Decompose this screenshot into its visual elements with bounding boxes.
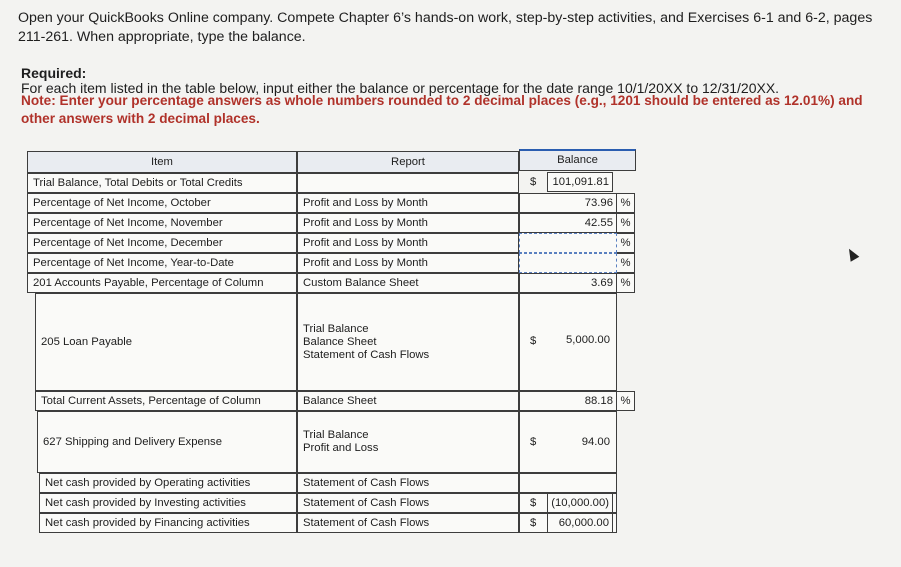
answer-table [27,149,637,537]
percent-sign: % [617,233,635,253]
balance-input[interactable] [519,233,617,253]
report-cell: Profit and Loss by Month [297,213,519,233]
report-cell: Profit and Loss by Month [297,233,519,253]
balance-input[interactable] [519,473,617,493]
item-cell: Percentage of Net Income, December [27,233,297,253]
balance-input[interactable] [519,253,617,273]
required-text: For each item listed in the table below, input either the balance or percentage for the date range 10/1/20XX to 12/31/20XX. [21,80,780,96]
report-cell: Statement of Cash Flows [297,493,519,513]
dollar-sign: $ [530,335,537,347]
report-cell: Custom Balance Sheet [297,273,519,293]
header-report: Report [297,151,519,173]
balance-input[interactable]: 42.55 [519,213,617,233]
instructions-intro: Open your QuickBooks Online company. Compete Chapter 6’s hands-on work, step-by-step activities, and Exercises 6-1 and 6-2, pages 211-261. When appropriate, type the balance. [18,10,873,45]
percent-sign: % [617,193,635,213]
percent-sign: % [617,273,635,293]
balance-input[interactable]: 60,000.00 [547,513,613,533]
report-cell-multi [297,411,519,473]
balance-input[interactable]: (10,000.00) [547,493,613,513]
report-cell: Balance Sheet [297,391,519,411]
dollar-sign: $ [530,176,537,188]
report-line: Statement of Cash Flows [303,348,430,361]
dollar-sign: $ [530,517,537,529]
dollar-sign: $ [530,436,537,448]
report-cell [297,173,519,193]
report-cell: Statement of Cash Flows [297,513,519,533]
item-cell: Percentage of Net Income, October [27,193,297,213]
header-item: Item [27,151,297,173]
report-line: Trial Balance [303,322,369,335]
dollar-sign: $ [530,497,537,509]
note-text: Note: Enter your percentage answers as whole numbers rounded to 2 decimal places (e.g., 1201 should be entered as 12.01%) and other answers with 2 decimal places. [21,93,863,126]
item-cell: Trial Balance, Total Debits or Total Credits [27,173,297,193]
report-cell-multi [297,293,519,391]
header-balance: Balance [519,149,636,171]
percent-sign: % [617,391,635,411]
item-cell: Net cash provided by Financing activities [39,513,297,533]
report-cell: Profit and Loss by Month [297,253,519,273]
report-line: Trial Balance [303,429,369,441]
percent-sign: % [617,253,635,273]
item-cell: 201 Accounts Payable, Percentage of Column [27,273,297,293]
item-cell: Percentage of Net Income, Year-to-Date [27,253,297,273]
mouse-pointer-icon [845,246,860,261]
balance-input[interactable]: 5,000.00 [566,334,610,346]
report-line: Balance Sheet [303,335,377,348]
balance-input[interactable]: 94.00 [581,436,610,448]
report-cell: Statement of Cash Flows [297,473,519,493]
item-cell: Net cash provided by Investing activities [39,493,297,513]
percent-sign: % [617,213,635,233]
item-cell: Net cash provided by Operating activities [39,473,297,493]
balance-input[interactable]: 73.96 [519,193,617,213]
item-cell: Percentage of Net Income, November [27,213,297,233]
required-heading: Required: [21,65,87,81]
item-cell: Total Current Assets, Percentage of Column [35,391,297,411]
balance-input[interactable]: 3.69 [519,273,617,293]
balance-input[interactable]: 101,091.81 [547,172,613,192]
report-cell: Profit and Loss by Month [297,193,519,213]
balance-input[interactable]: 88.18 [519,391,617,411]
report-line: Profit and Loss [303,442,379,454]
item-cell: 205 Loan Payable [35,293,297,391]
item-cell: 627 Shipping and Delivery Expense [37,411,297,473]
